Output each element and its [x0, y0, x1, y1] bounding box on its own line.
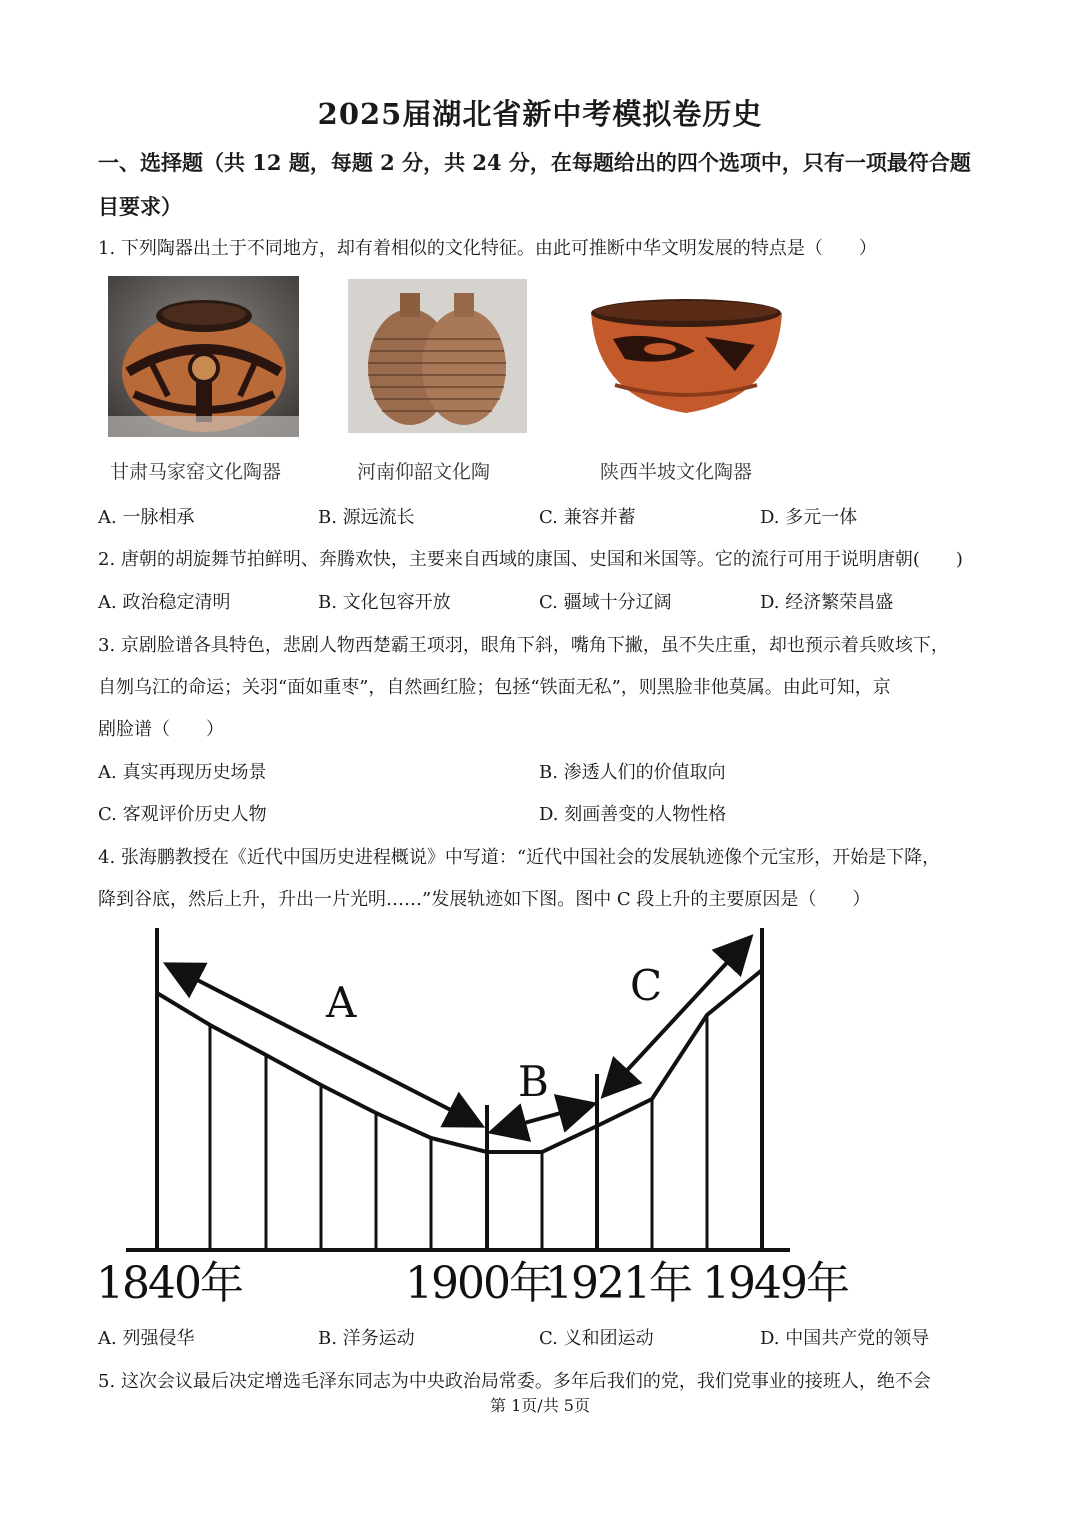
question-2-stem: 2. 唐朝的胡旋舞节拍鲜明、奔腾欢快，主要来自西域的康国、史国和米国等。它的流行可用于说明唐朝( ) — [98, 549, 963, 570]
inner-vertical-lines — [210, 1015, 707, 1250]
q4-option-c: C. 义和团运动 — [539, 1328, 654, 1349]
q1-option-b: B. 源远流长 — [318, 507, 415, 528]
section-heading-line2: 目要求） — [98, 194, 182, 219]
segment-label-c: C — [630, 961, 663, 1010]
q1-option-c: C. 兼容并蓄 — [539, 507, 636, 528]
page-title: 2025届湖北省新中考模拟卷历史 — [317, 97, 763, 131]
section-heading-line1: 一、选择题（共 12 题，每题 2 分，共 24 分，在每题给出的四个选项中，只有一项最符合题 — [98, 150, 971, 175]
page-number-footer: 第 1页/共 5页 — [490, 1396, 590, 1415]
question-3-line2: 自刎乌江的命运；关羽“面如重枣”，自然画红脸；包拯“铁面无私”，则黑脸非他莫属。由此可知，京 — [98, 677, 891, 698]
q1-option-d: D. 多元一体 — [760, 507, 858, 528]
q2-option-a: A. 政治稳定清明 — [98, 592, 231, 613]
image-caption-yangshao: 河南仰韶文化陶 — [357, 461, 491, 483]
q4-option-b: B. 洋务运动 — [318, 1328, 415, 1349]
q1-option-a: A. 一脉相承 — [98, 507, 195, 528]
question-4-line1: 4. 张海鹏教授在《近代中国历史进程概说》中写道：“近代中国社会的发展轨迹像个元宝形，开始是下降， — [98, 847, 941, 868]
question-5-line1: 5. 这次会议最后决定增选毛泽东同志为中央政治局常委。多年后我们的党，我们党事业的接班人，绝不会 — [98, 1371, 931, 1392]
year-label-1949: 1949年 — [702, 1258, 848, 1309]
q2-option-c: C. 疆域十分辽阔 — [539, 592, 672, 613]
segment-label-b: B — [518, 1057, 549, 1106]
q4-option-d: D. 中国共产党的领导 — [760, 1328, 930, 1349]
question-3-line3: 剧脸谱（ ） — [98, 719, 224, 740]
q2-option-d: D. 经济繁荣昌盛 — [760, 592, 894, 613]
segment-c-arrow — [606, 940, 748, 1093]
year-label-1900: 1900年 — [405, 1258, 551, 1309]
q3-option-a: A. 真实再现历史场景 — [98, 762, 267, 783]
segment-b-arrow — [495, 1105, 590, 1131]
question-4-line2: 降到谷底，然后上升，升出一片光明……”发展轨迹如下图。图中 C 段上升的主要原因是（ ） — [98, 889, 871, 910]
q3-option-b: B. 渗透人们的价值取向 — [539, 762, 726, 783]
year-label-1840: 1840年 — [96, 1258, 242, 1309]
q4-option-a: A. 列强侵华 — [98, 1328, 195, 1349]
q3-option-c: C. 客观评价历史人物 — [98, 804, 267, 825]
segment-a-arrow — [170, 966, 478, 1124]
segment-label-a: A — [326, 978, 357, 1027]
image-caption-banpo: 陕西半坡文化陶器 — [600, 461, 753, 483]
question-1-stem: 1. 下列陶器出土于不同地方，却有着相似的文化特征。由此可推断中华文明发展的特点是（ ） — [98, 238, 877, 259]
question-3-line1: 3. 京剧脸谱各具特色，悲剧人物西楚霸王项羽，眼角下斜，嘴角下撇，虽不失庄重，却也预示着兵败垓下， — [98, 635, 949, 656]
image-caption-majiayao: 甘肃马家窑文化陶器 — [110, 461, 282, 483]
year-label-1921: 1921年 — [545, 1258, 691, 1309]
trajectory-curve — [157, 970, 762, 1152]
q2-option-b: B. 文化包容开放 — [318, 592, 451, 613]
q3-option-d: D. 刻画善变的人物性格 — [539, 804, 727, 825]
